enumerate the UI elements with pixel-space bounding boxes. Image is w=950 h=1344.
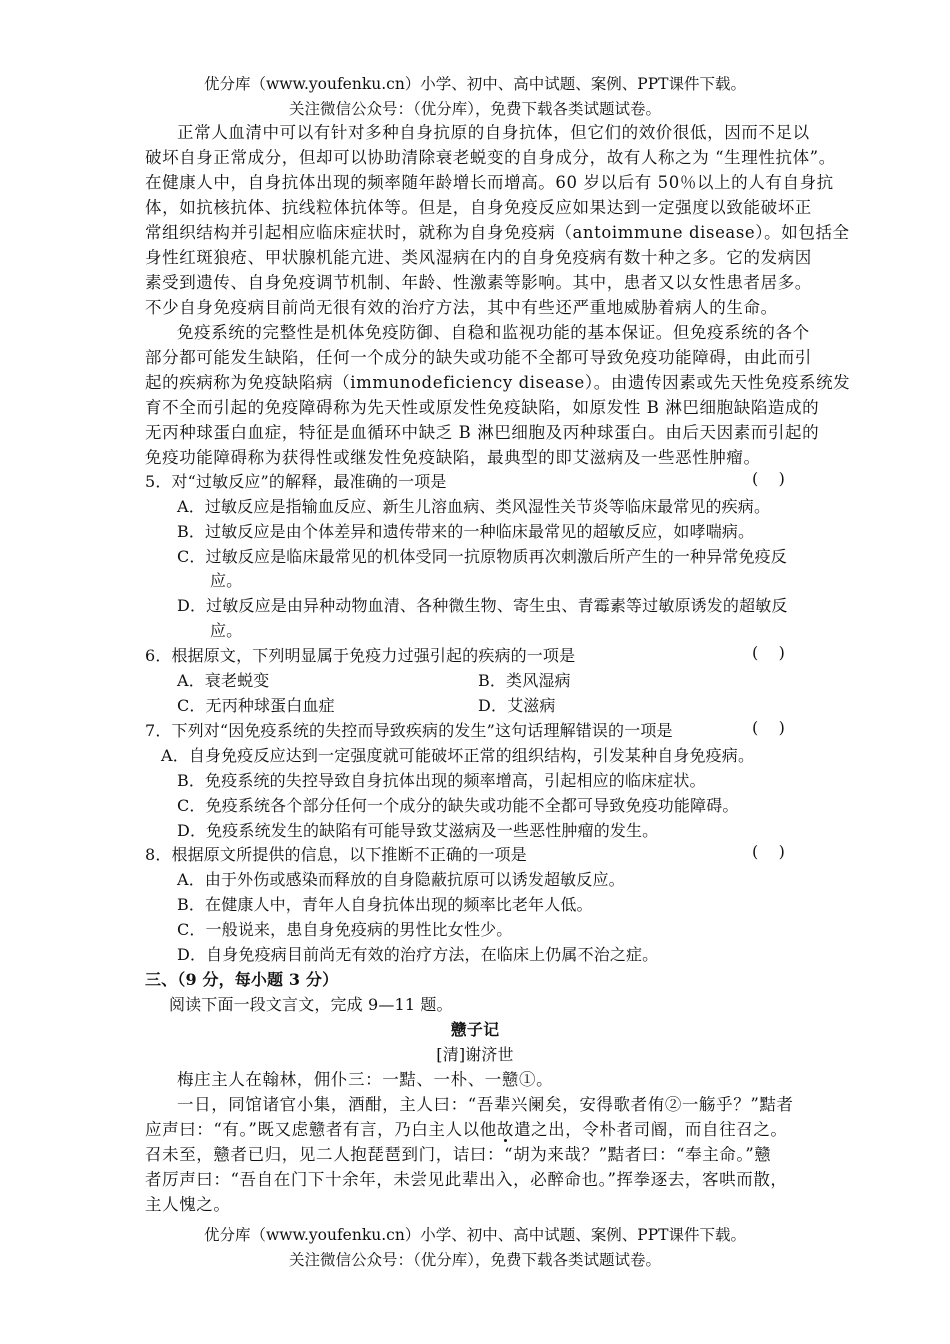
option-a: A．过敏反应是指输血反应、新生儿溶血病、类风湿性关节炎等临床最常见的疾病。 xyxy=(177,497,771,516)
classical-text-author: [清]谢济世 xyxy=(436,1045,514,1064)
classical-text-line: 主人愧之。 xyxy=(145,1195,231,1214)
answer-blank[interactable]: ( ) xyxy=(752,469,785,488)
passage-line: 育不全而引起的免疫障碍称为先天性或原发性免疫缺陷，如原发性 B 淋巴细胞缺陷造成的 xyxy=(145,398,820,417)
footer-line-2: 关注微信公众号：（优分库），免费下载各类试题试卷。 xyxy=(288,1251,661,1269)
passage-line: 免疫功能障碍称为获得性或继发性免疫缺陷，最典型的即艾滋病及一些恶性肿瘤。 xyxy=(145,448,761,467)
option-d: D．艾滋病 xyxy=(478,696,556,715)
answer-blank[interactable]: ( ) xyxy=(752,643,785,662)
passage-line: 素受到遗传、自身免疫调节机制、年龄、性激素等影响。其中，患者又以女性患者居多。 xyxy=(145,273,812,292)
option-a: A．自身免疫反应达到一定强度就可能破坏正常的组织结构，引发某种自身免疫病。 xyxy=(161,746,755,765)
classical-text-line: 召未至，戆者已归，见二人抱琵琶到门，诘曰：“胡为来哉？”黠者曰：“奉主命。”戆 xyxy=(145,1145,772,1164)
question-stem: 7．下列对“因免疫系统的失控而导致疾病的发生”这句话理解错误的一项是 xyxy=(145,721,673,740)
answer-blank[interactable]: ( ) xyxy=(752,718,785,737)
passage-line: 起的疾病称为免疫缺陷病（immunodeficiency disease）。由遗传因素或先天性免疫系统发 xyxy=(145,373,851,392)
question-stem: 8．根据原文所提供的信息，以下推断不正确的一项是 xyxy=(145,845,527,864)
option-c: C．免疫系统各个部分任何一个成分的缺失或功能不全都可导致免疫功能障碍。 xyxy=(177,796,739,815)
question-stem: 5．对“过敏反应”的解释，最准确的一项是 xyxy=(145,472,447,491)
passage-line: 正常人血清中可以有针对多种自身抗原的自身抗体，但它们的效价很低，因而不足以 xyxy=(177,123,810,142)
passage-line: 在健康人中，自身抗体出现的频率随年龄增长而增高。60 岁以后有 50％以上的人有自身抗 xyxy=(145,173,834,192)
classical-text-line xyxy=(145,1117,788,1142)
option-c: C．一般说来，患自身免疫病的男性比女性少。 xyxy=(177,920,513,939)
classical-text-fragment: 遣之出，令朴者司阍，而自往召之。 xyxy=(513,1120,788,1139)
question-stem: 6．根据原文，下列明显属于免疫力过强引起的疾病的一项是 xyxy=(145,646,576,665)
classical-text-fragment: 应声曰：“有。”既又虑戆者有言，乃白主人以他 xyxy=(145,1120,497,1139)
footer-line-1: 优分库（www.youfenku.cn）小学、初中、高中试题、案例、PPT课件下载。 xyxy=(203,1226,747,1244)
passage-line: 常组织结构并引起相应临床症状时，就称为自身免疫病（antoimmune disease）。如包括全 xyxy=(145,223,850,242)
option-d: D．过敏反应是由异种动物血清、各种微生物、寄生虫、青霉素等过敏原诱发的超敏反 xyxy=(177,596,788,615)
header-line-1: 优分库（www.youfenku.cn）小学、初中、高中试题、案例、PPT课件下载。 xyxy=(203,75,747,93)
option-b: B．免疫系统的失控导致自身抗体出现的频率增高，引起相应的临床症状。 xyxy=(177,771,706,790)
passage-line: 体，如抗核抗体、抗线粒体抗体等。但是，自身免疫反应如果达到一定强度以致能破坏正 xyxy=(145,198,812,217)
passage-line: 破坏自身正常成分，但却可以协助清除衰老蜕变的自身成分，故有人称之为 “生理性抗体”。 xyxy=(145,148,836,167)
passage-line: 身性红斑狼疮、甲状腺机能亢进、类风湿病在内的自身免疫病有数十种之多。它的发病因 xyxy=(145,248,812,267)
classical-text-line: 梅庄主人在翰林，佣仆三：一黠、一朴、一戆①。 xyxy=(177,1070,554,1089)
option-c: C．无丙种球蛋白血症 xyxy=(177,696,335,715)
option-b: B．类风湿病 xyxy=(478,671,571,690)
classical-text-line: 一日，同馆诸官小集，酒酣，主人曰：“吾辈兴阑矣，安得歌者侑②一觞乎？”黠者 xyxy=(177,1095,794,1114)
option-a: A．由于外伤或感染而释放的自身隐蔽抗原可以诱发超敏反应。 xyxy=(177,870,625,889)
option-d: D．自身免疫病目前尚无有效的治疗方法，在临床上仍属不治之症。 xyxy=(177,945,659,964)
option-d-continuation: 应。 xyxy=(210,621,243,640)
emphasized-character: 故 xyxy=(496,1120,514,1139)
option-c-continuation: 应。 xyxy=(210,571,243,590)
option-b: B．在健康人中，青年人自身抗体出现的频率比老年人低。 xyxy=(177,895,593,914)
passage-line: 无丙种球蛋白血症，特征是血循环中缺乏 B 淋巴细胞及丙种球蛋白。由后天因素而引起的 xyxy=(145,423,820,442)
section-heading: 三、（9 分，每小题 3 分） xyxy=(145,970,339,989)
option-a: A．衰老蜕变 xyxy=(177,671,270,690)
classical-text-title: 戆子记 xyxy=(450,1020,500,1039)
option-c: C．过敏反应是临床最常见的机体受同一抗原物质再次刺激后所产生的一种异常免疫反 xyxy=(177,547,787,566)
classical-text-line: 者厉声曰：“吾自在门下十余年，未尝见此辈出入，必醉命也。”挥拳逐去，客哄而散， xyxy=(145,1170,788,1189)
option-d: D．免疫系统发生的缺陷有可能导致艾滋病及一些恶性肿瘤的发生。 xyxy=(177,821,659,840)
header-line-2: 关注微信公众号：（优分库），免费下载各类试题试卷。 xyxy=(288,100,661,118)
passage-line: 部分都可能发生缺陷，任何一个成分的缺失或功能不全都可导致免疫功能障碍，由此而引 xyxy=(145,348,812,367)
option-b: B．过敏反应是由个体差异和遗传带来的一种临床最常见的超敏反应，如哮喘病。 xyxy=(177,522,755,541)
answer-blank[interactable]: ( ) xyxy=(752,842,785,861)
passage-line: 不少自身免疫病目前尚无很有效的治疗方法，其中有些还严重地威胁着病人的生命。 xyxy=(145,298,778,317)
section-instruction: 阅读下面一段文言文，完成 9—11 题。 xyxy=(169,995,453,1014)
passage-line: 免疫系统的完整性是机体免疫防御、自稳和监视功能的基本保证。但免疫系统的各个 xyxy=(177,323,810,342)
